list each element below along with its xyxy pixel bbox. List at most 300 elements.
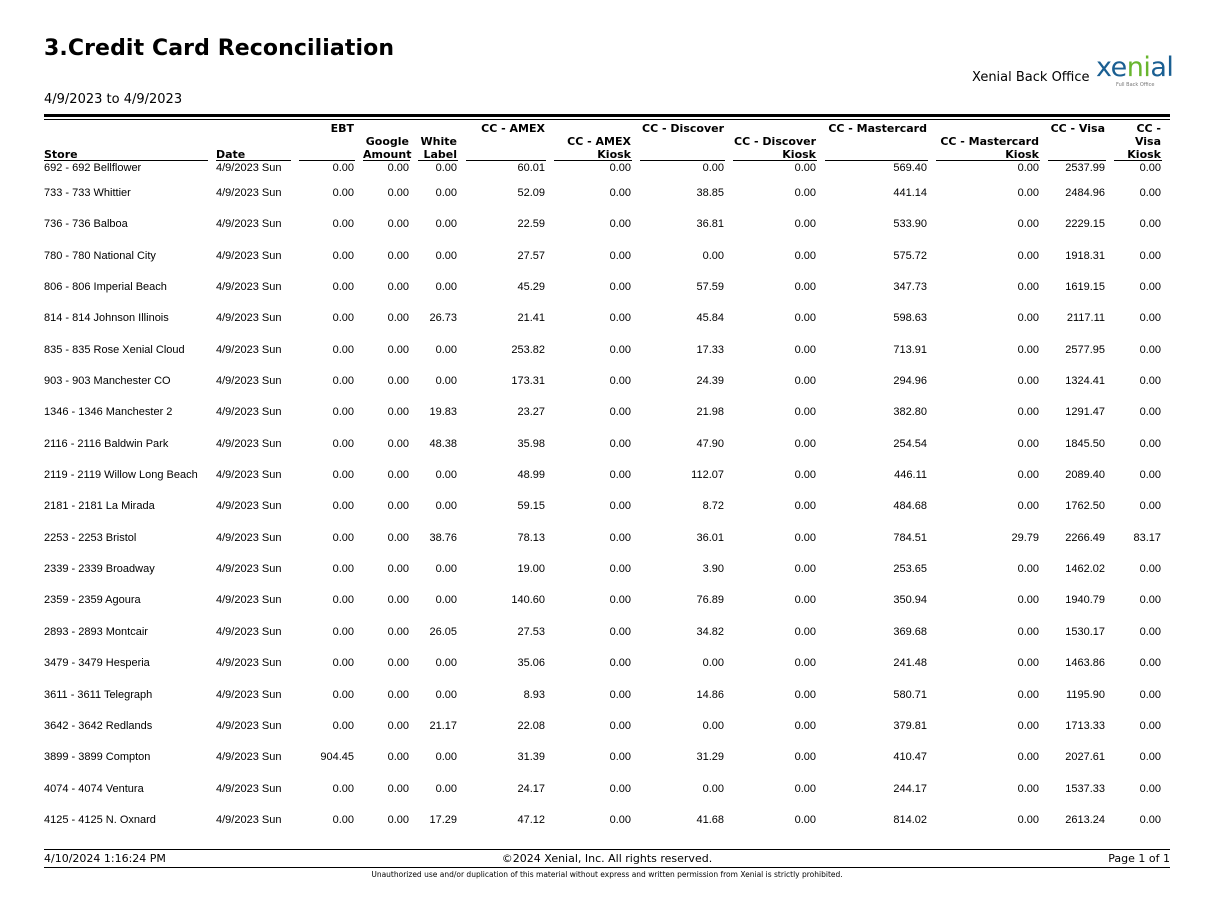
table-cell: 1845.50 xyxy=(1065,437,1105,450)
table-cell: 31.29 xyxy=(696,751,724,764)
table-cell: 4/9/2023 Sun xyxy=(216,719,282,732)
table-cell: 0.00 xyxy=(1139,218,1161,231)
table-cell: 1324.41 xyxy=(1065,375,1105,388)
col-header-discover: CC - Discover xyxy=(640,120,733,161)
table-cell: 0.00 xyxy=(1139,657,1161,670)
table-cell: 2116 - 2116 Baldwin Park xyxy=(44,437,169,450)
table-cell: 0.00 xyxy=(702,162,724,174)
table-cell: 0.00 xyxy=(1017,437,1039,450)
table-cell: 0.00 xyxy=(794,563,816,576)
table-cell: 253.65 xyxy=(893,563,927,576)
table-cell: 0.00 xyxy=(1139,594,1161,607)
table-cell: 27.53 xyxy=(517,625,545,638)
table-cell: 0.00 xyxy=(794,813,816,826)
table-cell: 0.00 xyxy=(332,281,354,294)
xenial-logo xyxy=(1096,52,1174,92)
table-row xyxy=(44,813,1170,844)
table-cell: 0.00 xyxy=(702,782,724,795)
table-row xyxy=(44,343,1170,374)
table-cell: 0.00 xyxy=(794,625,816,638)
table-row xyxy=(44,562,1170,593)
table-cell: 0.00 xyxy=(1139,563,1161,576)
table-cell: 21.41 xyxy=(517,312,545,325)
table-cell: 0.00 xyxy=(1139,162,1161,174)
col-header-amex-kiosk: CC - AMEX Kiosk xyxy=(554,120,640,161)
table-cell: 0.00 xyxy=(1017,625,1039,638)
table-cell: 1940.79 xyxy=(1065,594,1105,607)
table-cell: 0.00 xyxy=(609,281,631,294)
table-cell: 140.60 xyxy=(511,594,545,607)
table-cell: 83.17 xyxy=(1133,531,1161,544)
table-cell: 1463.86 xyxy=(1065,657,1105,670)
table-cell: 0.00 xyxy=(1139,751,1161,764)
table-cell: 21.17 xyxy=(429,719,457,732)
table-cell: 0.00 xyxy=(435,162,457,174)
table-cell: 0.00 xyxy=(332,594,354,607)
table-cell: 4/9/2023 Sun xyxy=(216,312,282,325)
report-title: 3.Credit Card Reconciliation xyxy=(44,36,395,61)
table-cell: 369.68 xyxy=(893,625,927,638)
table-cell: 350.94 xyxy=(893,594,927,607)
table-cell: 0.00 xyxy=(332,406,354,419)
table-cell: 0.00 xyxy=(387,688,409,701)
table-cell: 0.00 xyxy=(794,187,816,199)
table-cell: 2229.15 xyxy=(1065,218,1105,231)
table-cell: 0.00 xyxy=(702,719,724,732)
table-cell: 4/9/2023 Sun xyxy=(216,782,282,795)
table-cell: 0.00 xyxy=(609,751,631,764)
table-cell: 4/9/2023 Sun xyxy=(216,594,282,607)
table-cell: 347.73 xyxy=(893,281,927,294)
table-cell: 0.00 xyxy=(794,162,816,174)
table-cell: 0.00 xyxy=(1139,688,1161,701)
table-cell: 814 - 814 Johnson Illinois xyxy=(44,312,169,325)
table-cell: 59.15 xyxy=(517,500,545,513)
table-cell: 4/9/2023 Sun xyxy=(216,375,282,388)
table-cell: 0.00 xyxy=(332,249,354,262)
col-header-visa: CC - Visa xyxy=(1048,120,1114,161)
table-cell: 14.86 xyxy=(696,688,724,701)
header-row xyxy=(44,120,1170,161)
table-cell: 0.00 xyxy=(1139,813,1161,826)
table-cell: 0.00 xyxy=(387,719,409,732)
table-cell: 835 - 835 Rose Xenial Cloud xyxy=(44,343,185,356)
table-row xyxy=(44,280,1170,311)
table-cell: 0.00 xyxy=(387,343,409,356)
table-cell: 4/9/2023 Sun xyxy=(216,751,282,764)
table-cell: 379.81 xyxy=(893,719,927,732)
table-cell: 0.00 xyxy=(387,594,409,607)
table-cell: 4/9/2023 Sun xyxy=(216,343,282,356)
table-cell: 533.90 xyxy=(893,218,927,231)
footer-page-number: Page 1 of 1 xyxy=(1108,852,1170,865)
table-cell: 1762.50 xyxy=(1065,500,1105,513)
table-cell: 78.13 xyxy=(517,531,545,544)
table-cell: 0.00 xyxy=(794,469,816,482)
table-cell: 21.98 xyxy=(696,406,724,419)
table-cell: 0.00 xyxy=(1017,719,1039,732)
table-row xyxy=(44,782,1170,813)
table-cell: 0.00 xyxy=(332,688,354,701)
table-cell: 48.99 xyxy=(517,469,545,482)
table-row xyxy=(44,750,1170,781)
table-cell: 4/9/2023 Sun xyxy=(216,218,282,231)
table-cell: 580.71 xyxy=(893,688,927,701)
table-cell: 4/9/2023 Sun xyxy=(216,187,282,199)
table-cell: 0.00 xyxy=(1139,312,1161,325)
table-cell: 0.00 xyxy=(387,249,409,262)
table-cell: 0.00 xyxy=(609,249,631,262)
table-cell: 4/9/2023 Sun xyxy=(216,657,282,670)
col-header-white-label: White Label xyxy=(418,120,466,161)
table-cell: 1530.17 xyxy=(1065,625,1105,638)
table-cell: 0.00 xyxy=(332,657,354,670)
table-row xyxy=(44,405,1170,436)
table-cell: 19.83 xyxy=(429,406,457,419)
table-cell: 3479 - 3479 Hesperia xyxy=(44,657,150,670)
table-cell: 0.00 xyxy=(1017,343,1039,356)
table-cell: 1537.33 xyxy=(1065,782,1105,795)
table-cell: 0.00 xyxy=(609,187,631,199)
table-cell: 784.51 xyxy=(893,531,927,544)
table-row xyxy=(44,688,1170,719)
table-cell: 31.39 xyxy=(517,751,545,764)
table-cell: 1291.47 xyxy=(1065,406,1105,419)
table-cell: 1713.33 xyxy=(1065,719,1105,732)
table-cell: 2117.11 xyxy=(1066,312,1105,325)
table-cell: 0.00 xyxy=(1017,218,1039,231)
table-cell: 0.00 xyxy=(387,187,409,199)
col-header-mastercard: CC - Mastercard xyxy=(825,120,936,161)
footer-notice: Unauthorized use and/or duplication of this material without express and written permission from Xenial is strictly prohibited. xyxy=(371,870,843,879)
table-cell: 0.00 xyxy=(609,406,631,419)
table-cell: 2484.96 xyxy=(1065,187,1105,199)
table-row xyxy=(44,468,1170,499)
col-header-date: Date xyxy=(216,120,299,161)
table-cell: 3.90 xyxy=(702,563,724,576)
table-cell: 0.00 xyxy=(332,813,354,826)
table-cell: 24.17 xyxy=(517,782,545,795)
table-cell: 0.00 xyxy=(1139,719,1161,732)
table-cell: 173.31 xyxy=(511,375,545,388)
table-cell: 1619.15 xyxy=(1065,281,1105,294)
table-cell: 0.00 xyxy=(435,751,457,764)
table-cell: 4/9/2023 Sun xyxy=(216,688,282,701)
table-cell: 47.12 xyxy=(517,813,545,826)
table-cell: 60.01 xyxy=(517,162,545,174)
table-cell: 0.00 xyxy=(1017,657,1039,670)
table-cell: 484.68 xyxy=(893,500,927,513)
table-cell: 713.91 xyxy=(893,343,927,356)
table-cell: 2893 - 2893 Montcair xyxy=(44,625,148,638)
table-cell: 1346 - 1346 Manchester 2 xyxy=(44,406,173,419)
table-cell: 0.00 xyxy=(609,782,631,795)
table-row xyxy=(44,499,1170,530)
table-cell: 0.00 xyxy=(609,688,631,701)
table-cell: 26.73 xyxy=(429,312,457,325)
table-cell: 112.07 xyxy=(691,469,724,482)
table-cell: 0.00 xyxy=(332,187,354,199)
table-cell: 0.00 xyxy=(1017,162,1039,174)
table-cell: 0.00 xyxy=(332,312,354,325)
table-cell: 0.00 xyxy=(794,531,816,544)
table-cell: 45.84 xyxy=(696,312,724,325)
table-cell: 575.72 xyxy=(893,249,927,262)
table-cell: 0.00 xyxy=(1017,688,1039,701)
table-cell: 0.00 xyxy=(387,813,409,826)
table-row xyxy=(44,437,1170,468)
table-cell: 0.00 xyxy=(609,437,631,450)
table-cell: 0.00 xyxy=(609,500,631,513)
table-cell: 0.00 xyxy=(435,782,457,795)
table-cell: 410.47 xyxy=(893,751,927,764)
table-cell: 2181 - 2181 La Mirada xyxy=(44,500,155,513)
table-cell: 1462.02 xyxy=(1065,563,1105,576)
table-cell: 0.00 xyxy=(332,782,354,795)
table-cell: 24.39 xyxy=(696,375,724,388)
table-body xyxy=(44,161,1170,844)
table-cell: 0.00 xyxy=(609,312,631,325)
table-cell: 17.33 xyxy=(696,343,724,356)
table-cell: 806 - 806 Imperial Beach xyxy=(44,281,167,294)
table-cell: 8.72 xyxy=(702,500,724,513)
table-cell: 26.05 xyxy=(429,625,457,638)
table-cell: 2119 - 2119 Willow Long Beach xyxy=(44,469,198,482)
table-cell: 4/9/2023 Sun xyxy=(216,437,282,450)
table-cell: 0.00 xyxy=(794,281,816,294)
table-cell: 0.00 xyxy=(1139,343,1161,356)
table-cell: 446.11 xyxy=(894,469,927,482)
table-cell: 4/9/2023 Sun xyxy=(216,162,282,174)
table-cell: 0.00 xyxy=(794,343,816,356)
table-row xyxy=(44,719,1170,750)
table-row xyxy=(44,311,1170,342)
col-header-google-amount: Google Amount xyxy=(363,120,418,161)
table-cell: 0.00 xyxy=(794,657,816,670)
footer-timestamp: 4/10/2024 1:16:24 PM xyxy=(44,852,166,865)
table-cell: 0.00 xyxy=(1017,751,1039,764)
footer-rule-bottom xyxy=(44,867,1170,868)
table-cell: 0.00 xyxy=(435,563,457,576)
table-row xyxy=(44,656,1170,687)
logo-subtitle: Full Back Office xyxy=(1116,82,1155,88)
table-cell: 0.00 xyxy=(609,469,631,482)
table-cell: 0.00 xyxy=(387,563,409,576)
table-cell: 0.00 xyxy=(332,162,354,174)
table-cell: 4/9/2023 Sun xyxy=(216,281,282,294)
table-row xyxy=(44,217,1170,248)
table-cell: 4125 - 4125 N. Oxnard xyxy=(44,813,156,826)
table-cell: 0.00 xyxy=(387,625,409,638)
table-row xyxy=(44,593,1170,624)
table-cell: 0.00 xyxy=(332,531,354,544)
table-cell: 0.00 xyxy=(387,751,409,764)
table-cell: 0.00 xyxy=(387,281,409,294)
table-cell: 0.00 xyxy=(1139,437,1161,450)
table-cell: 45.29 xyxy=(517,281,545,294)
table-cell: 2089.40 xyxy=(1065,469,1105,482)
table-cell: 27.57 xyxy=(517,249,545,262)
table-cell: 733 - 733 Whittier xyxy=(44,187,131,199)
table-cell: 0.00 xyxy=(1017,375,1039,388)
table-cell: 0.00 xyxy=(332,500,354,513)
table-cell: 38.76 xyxy=(429,531,457,544)
table-cell: 4/9/2023 Sun xyxy=(216,406,282,419)
table-cell: 17.29 xyxy=(429,813,457,826)
table-cell: 35.98 xyxy=(517,437,545,450)
table-row xyxy=(44,186,1170,217)
table-cell: 0.00 xyxy=(609,813,631,826)
table-cell: 0.00 xyxy=(794,500,816,513)
table-cell: 0.00 xyxy=(1139,469,1161,482)
col-header-ebt: EBT xyxy=(299,120,363,161)
table-cell: 0.00 xyxy=(387,375,409,388)
footer-copyright: ©2024 Xenial, Inc. All rights reserved. xyxy=(501,852,713,865)
col-header-mastercard-kiosk: CC - Mastercard Kiosk xyxy=(936,120,1048,161)
table-cell: 0.00 xyxy=(609,563,631,576)
table-cell: 254.54 xyxy=(893,437,927,450)
table-cell: 294.96 xyxy=(893,375,927,388)
table-cell: 2359 - 2359 Agoura xyxy=(44,594,141,607)
table-cell: 0.00 xyxy=(387,657,409,670)
header-rule-thick xyxy=(44,114,1170,117)
table-cell: 0.00 xyxy=(387,437,409,450)
table-cell: 0.00 xyxy=(702,657,724,670)
table-cell: 0.00 xyxy=(609,375,631,388)
table-cell: 0.00 xyxy=(387,469,409,482)
table-cell: 0.00 xyxy=(1139,281,1161,294)
table-cell: 441.14 xyxy=(893,187,927,199)
table-cell: 903 - 903 Manchester CO xyxy=(44,375,171,388)
table-cell: 0.00 xyxy=(1017,469,1039,482)
table-cell: 0.00 xyxy=(794,218,816,231)
table-cell: 0.00 xyxy=(1139,500,1161,513)
table-cell: 3899 - 3899 Compton xyxy=(44,751,151,764)
table-cell: 29.79 xyxy=(1011,531,1039,544)
table-cell: 0.00 xyxy=(435,688,457,701)
table-cell: 0.00 xyxy=(332,343,354,356)
table-cell: 0.00 xyxy=(609,657,631,670)
table-cell: 0.00 xyxy=(435,281,457,294)
table-cell: 0.00 xyxy=(1139,406,1161,419)
table-cell: 4/9/2023 Sun xyxy=(216,813,282,826)
table-cell: 2339 - 2339 Broadway xyxy=(44,563,155,576)
table-cell: 0.00 xyxy=(435,594,457,607)
table-row xyxy=(44,374,1170,405)
table-row xyxy=(44,625,1170,656)
table-cell: 0.00 xyxy=(609,625,631,638)
table-cell: 0.00 xyxy=(1017,249,1039,262)
table-cell: 0.00 xyxy=(332,375,354,388)
table-cell: 0.00 xyxy=(1017,281,1039,294)
table-cell: 0.00 xyxy=(387,312,409,325)
table-cell: 0.00 xyxy=(794,437,816,450)
col-header-amex: CC - AMEX xyxy=(466,120,554,161)
table-cell: 0.00 xyxy=(435,500,457,513)
table-cell: 0.00 xyxy=(609,162,631,174)
table-cell: 0.00 xyxy=(387,782,409,795)
table-cell: 814.02 xyxy=(893,813,927,826)
table-cell: 0.00 xyxy=(387,500,409,513)
table-cell: 3642 - 3642 Redlands xyxy=(44,719,153,732)
table-cell: 0.00 xyxy=(435,469,457,482)
table-cell: 241.48 xyxy=(893,657,927,670)
footer-rule xyxy=(44,849,1170,850)
table-cell: 0.00 xyxy=(1017,813,1039,826)
table-cell: 35.06 xyxy=(517,657,545,670)
table-cell: 23.27 xyxy=(517,406,545,419)
col-header-store: Store xyxy=(44,120,216,161)
table-cell: 253.82 xyxy=(511,343,545,356)
table-cell: 36.81 xyxy=(696,218,724,231)
table-cell: 4/9/2023 Sun xyxy=(216,469,282,482)
table-cell: 0.00 xyxy=(1017,500,1039,513)
table-cell: 2266.49 xyxy=(1065,531,1105,544)
table-cell: 0.00 xyxy=(1139,625,1161,638)
table-row xyxy=(44,161,1170,186)
table-cell: 1195.90 xyxy=(1066,688,1105,701)
brand-name: Xenial Back Office xyxy=(972,70,1090,85)
table-cell: 0.00 xyxy=(1139,249,1161,262)
table-cell: 2027.61 xyxy=(1065,751,1105,764)
table-cell: 0.00 xyxy=(387,218,409,231)
table-cell: 1918.31 xyxy=(1065,249,1105,262)
table-cell: 0.00 xyxy=(609,719,631,732)
table-cell: 0.00 xyxy=(435,187,457,199)
table-cell: 0.00 xyxy=(1139,375,1161,388)
table-cell: 0.00 xyxy=(794,751,816,764)
table-cell: 0.00 xyxy=(609,594,631,607)
table-cell: 0.00 xyxy=(435,218,457,231)
table-cell: 0.00 xyxy=(435,375,457,388)
table-cell: 598.63 xyxy=(893,312,927,325)
table-cell: 48.38 xyxy=(429,437,457,450)
logo-wordmark: xenial xyxy=(1096,52,1174,83)
table-cell: 8.93 xyxy=(523,688,545,701)
table-cell: 4/9/2023 Sun xyxy=(216,563,282,576)
col-header-visa-kiosk: CC - Visa Kiosk xyxy=(1114,120,1170,161)
table-cell: 2577.95 xyxy=(1065,343,1105,356)
table-cell: 0.00 xyxy=(387,162,409,174)
table-cell: 0.00 xyxy=(387,406,409,419)
table-cell: 52.09 xyxy=(517,187,545,199)
table-cell: 4/9/2023 Sun xyxy=(216,625,282,638)
table-cell: 569.40 xyxy=(893,162,927,174)
table-cell: 22.59 xyxy=(517,218,545,231)
table-cell: 0.00 xyxy=(1017,187,1039,199)
table-cell: 0.00 xyxy=(702,249,724,262)
table-cell: 0.00 xyxy=(794,688,816,701)
table-cell: 0.00 xyxy=(609,343,631,356)
table-row xyxy=(44,249,1170,280)
reconciliation-table xyxy=(44,120,1170,844)
table-cell: 0.00 xyxy=(609,531,631,544)
table-cell: 76.89 xyxy=(696,594,724,607)
table-cell: 0.00 xyxy=(794,249,816,262)
table-cell: 0.00 xyxy=(794,312,816,325)
table-cell: 0.00 xyxy=(387,531,409,544)
table-cell: 0.00 xyxy=(435,657,457,670)
table-cell: 0.00 xyxy=(794,375,816,388)
table-cell: 736 - 736 Balboa xyxy=(44,218,128,231)
table-cell: 0.00 xyxy=(435,249,457,262)
table-cell: 0.00 xyxy=(332,469,354,482)
table-cell: 4074 - 4074 Ventura xyxy=(44,782,144,795)
table-cell: 0.00 xyxy=(332,437,354,450)
date-range: 4/9/2023 to 4/9/2023 xyxy=(44,92,183,107)
table-cell: 0.00 xyxy=(1017,563,1039,576)
table-cell: 41.68 xyxy=(696,813,724,826)
